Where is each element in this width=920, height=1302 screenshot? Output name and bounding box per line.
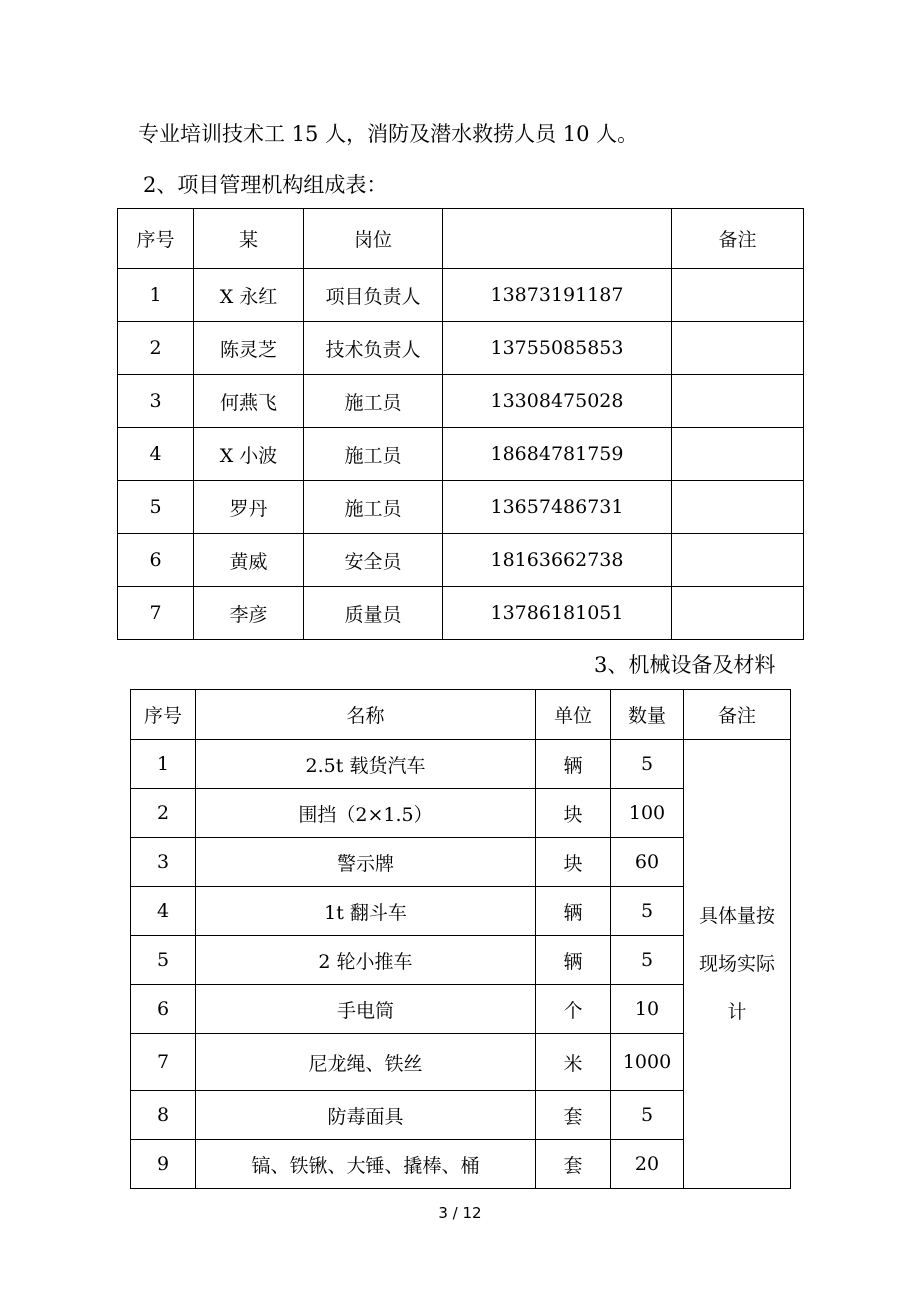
table-row — [118, 534, 804, 587]
cell-quantity: 60 — [611, 838, 684, 887]
table-row — [118, 481, 804, 534]
header-cell: 序号 — [131, 690, 196, 740]
cell-quantity: 1000 — [611, 1034, 684, 1091]
cell-unit: 辆 — [536, 887, 611, 936]
cell-position: 安全员 — [304, 534, 443, 587]
cell-index: 5 — [131, 936, 196, 985]
section-heading-management: 2、项目管理机构组成表： — [143, 173, 388, 197]
cell-quantity: 5 — [611, 1091, 684, 1140]
cell-phone: 13873191187 — [443, 269, 672, 322]
table-row — [118, 375, 804, 428]
header-cell — [443, 209, 672, 269]
personnel-paragraph: 专业培训技术工 15 人，消防及潜水救捞人员 10 人。 — [138, 122, 639, 146]
cell-remark — [672, 481, 804, 534]
cell-item-name: 手电筒 — [196, 985, 536, 1034]
cell-unit: 块 — [536, 838, 611, 887]
cell-quantity: 100 — [611, 789, 684, 838]
cell-position: 施工员 — [304, 428, 443, 481]
cell-position: 施工员 — [304, 375, 443, 428]
table-row — [118, 587, 804, 640]
cell-item-name: 2.5t 载货汽车 — [196, 740, 536, 789]
header-cell: 备注 — [672, 209, 804, 269]
cell-index: 1 — [131, 740, 196, 789]
cell-name: 何燕飞 — [194, 375, 304, 428]
header-cell: 单位 — [536, 690, 611, 740]
header-cell: 序号 — [118, 209, 194, 269]
header-cell: 岗位 — [304, 209, 443, 269]
cell-item-name: 防毒面具 — [196, 1091, 536, 1140]
cell-name: X 小波 — [194, 428, 304, 481]
cell-unit: 套 — [536, 1091, 611, 1140]
cell-phone: 13786181051 — [443, 587, 672, 640]
cell-unit: 套 — [536, 1140, 611, 1189]
header-cell: 备注 — [684, 690, 791, 740]
table-row — [118, 428, 804, 481]
cell-phone: 18684781759 — [443, 428, 672, 481]
cell-remark — [672, 587, 804, 640]
cell-remark — [672, 269, 804, 322]
cell-quantity: 5 — [611, 936, 684, 985]
cell-quantity: 20 — [611, 1140, 684, 1189]
cell-item-name: 尼龙绳、铁丝 — [196, 1034, 536, 1091]
cell-remark — [672, 322, 804, 375]
table-row — [118, 269, 804, 322]
cell-remark-merged — [684, 740, 791, 1189]
cell-quantity: 5 — [611, 887, 684, 936]
header-cell: 数量 — [611, 690, 684, 740]
cell-index: 4 — [131, 887, 196, 936]
cell-index: 3 — [131, 838, 196, 887]
section-heading-equipment: 3、机械设备及材料 — [594, 653, 776, 677]
cell-index: 7 — [131, 1034, 196, 1091]
cell-index: 4 — [118, 428, 194, 481]
cell-position: 质量员 — [304, 587, 443, 640]
cell-index: 8 — [131, 1091, 196, 1140]
cell-index: 2 — [118, 322, 194, 375]
header-cell: 名称 — [196, 690, 536, 740]
cell-quantity: 5 — [611, 740, 684, 789]
cell-name: 李彦 — [194, 587, 304, 640]
remark-line: 计 — [727, 1001, 747, 1023]
cell-index: 3 — [118, 375, 194, 428]
cell-item-name: 围挡（2×1.5） — [196, 789, 536, 838]
remark-line: 具体量按 — [698, 905, 775, 927]
cell-remark — [672, 375, 804, 428]
cell-name: X 永红 — [194, 269, 304, 322]
cell-index: 6 — [118, 534, 194, 587]
cell-phone: 13308475028 — [443, 375, 672, 428]
table-row — [131, 740, 791, 789]
cell-index: 6 — [131, 985, 196, 1034]
table-header-row — [131, 690, 791, 740]
cell-item-name: 警示牌 — [196, 838, 536, 887]
cell-name: 陈灵芝 — [194, 322, 304, 375]
cell-phone: 13657486731 — [443, 481, 672, 534]
cell-name: 黄威 — [194, 534, 304, 587]
cell-unit: 块 — [536, 789, 611, 838]
management-staff-table — [117, 208, 804, 640]
table-row — [118, 322, 804, 375]
cell-item-name: 1t 翻斗车 — [196, 887, 536, 936]
cell-quantity: 10 — [611, 985, 684, 1034]
cell-remark — [672, 534, 804, 587]
cell-position: 施工员 — [304, 481, 443, 534]
cell-unit: 辆 — [536, 740, 611, 789]
table-header-row — [118, 209, 804, 269]
cell-unit: 个 — [536, 985, 611, 1034]
cell-position: 项目负责人 — [304, 269, 443, 322]
header-cell: 某 — [194, 209, 304, 269]
cell-index: 1 — [118, 269, 194, 322]
cell-name: 罗丹 — [194, 481, 304, 534]
cell-index: 9 — [131, 1140, 196, 1189]
cell-unit: 辆 — [536, 936, 611, 985]
page-number: 3 / 12 — [438, 1204, 482, 1222]
cell-index: 5 — [118, 481, 194, 534]
cell-item-name: 镐、铁锹、大锤、撬棒、桶 — [196, 1140, 536, 1189]
cell-phone: 13755085853 — [443, 322, 672, 375]
cell-phone: 18163662738 — [443, 534, 672, 587]
cell-remark — [672, 428, 804, 481]
remark-line: 现场实际 — [698, 953, 775, 975]
cell-unit: 米 — [536, 1034, 611, 1091]
cell-index: 7 — [118, 587, 194, 640]
cell-index: 2 — [131, 789, 196, 838]
equipment-materials-table — [130, 689, 791, 1189]
cell-position: 技术负责人 — [304, 322, 443, 375]
cell-item-name: 2 轮小推车 — [196, 936, 536, 985]
